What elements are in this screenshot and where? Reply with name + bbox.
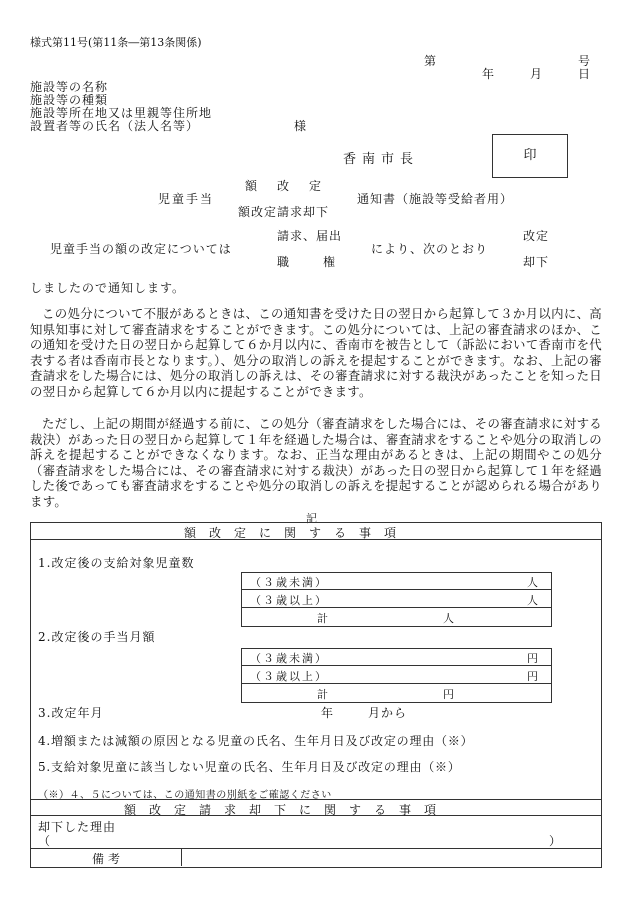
facility-name-label: 施設等の名称 [30,80,109,94]
intro-closing: しましたので通知します。 [30,281,186,295]
item1-under3-unit: 人 [527,576,538,589]
item1-label: 1.改定後の支給対象児童数 [38,556,195,570]
item2-over3-unit: 円 [527,670,538,683]
reason-paren-close: ） [549,834,562,848]
appeal-deadline-paragraph: ただし、上記の期間が経過する前に、この処分（審査請求をした場合には、その審査請求に対する裁決）があった日の翌日から起算して１年を経過した場合は、審査請求をすることや処分の取消しの訴えを提起することができなくなります。なお、正当な理由があるときは、上記の期間やこの処分（審査請求をした場合には、その審査請求に対する裁決）があった日の翌日から起算して１年を経過した後であっても審査請求をすることや処分の取消しの訴えを提起することが認められる場合があります。 [30,416,602,509]
doc-number-suffix: 号 [578,54,591,68]
intro-lead: 児童手当の額の改定については [50,242,232,256]
rejection-heading: 額改定請求却下に関する事項 [124,803,450,817]
item2-total-unit: 円 [443,688,454,701]
date-month: 月 [530,67,543,81]
intro-middle: により、次のとおり [371,242,489,256]
result-upper: 改定 [523,229,550,243]
form-number: 様式第11号(第11条―第13条関係) [30,36,202,49]
date-year: 年 [482,67,495,81]
issuer-name: 香南市長 [343,152,420,167]
method-lower: 職権 [277,255,370,269]
result-lower: 却下 [523,255,550,269]
item2-label: 2.改定後の手当月額 [38,630,156,644]
reason-paren-open: （ [38,834,51,848]
facility-address-label: 施設等所在地又は里親等住所地 [30,106,213,120]
date-day: 日 [578,67,591,81]
ki-marker: 記 [306,512,317,525]
item1-under3-label: （３歳未満） [250,576,328,589]
appeal-notice-paragraph: この処分について不服があるときは、この通知書を受けた日の翌日から起算して３か月以内に、高知県知事に対して審査請求をすることができます。この処分については、上記の審査請求のほか、この通知を受けた日の翌日から起算して６か月以内に、香南市を被告として（訴訟において香南市を代表する者は香南市長となります。）、処分の取消しの訴えを提起することができます。なお、上記の審査請求をした場合には、処分の取消しの訴えは、その審査請求に対する裁決があったことを知った日の翌日から起算して６か月以内に提起することができます。 [30,306,602,399]
item3-year: 年 [321,706,334,720]
title-upper: 額改定 [245,179,342,193]
item2-total-label: 計 [317,688,328,701]
item1-over3-unit: 人 [527,594,538,607]
item3-month: 月から [368,706,408,720]
method-upper: 請求、届出 [277,229,343,243]
appendix-note: （※）４、５については、この通知書の別紙をご確認ください [38,790,332,801]
seal-box [492,134,568,178]
item3-label: 3.改定年月 [38,706,104,720]
rejection-reason-label: 却下した理由 [38,820,117,834]
honorific: 様 [294,119,307,133]
seal-mark: 印 [523,148,537,163]
item4-label: 4.増額または減額の原因となる児童の氏名、生年月日及び改定の理由（※） [38,734,474,748]
item2-under3-label: （３歳未満） [250,652,328,665]
title-left: 児童手当 [158,192,215,206]
item1-total-label: 計 [317,612,328,625]
item2-over3-label: （３歳以上） [250,670,328,683]
doc-number-prefix: 第 [424,54,437,68]
founder-name-label: 設置者等の氏名（法人名等） [30,119,200,133]
facility-type-label: 施設等の種類 [30,93,109,107]
remarks-label: 備考 [92,852,125,866]
title-lower: 額改定請求却下 [238,205,330,219]
item5-label: 5.支給対象児童に該当しない児童の氏名、生年月日及び改定の理由（※） [38,760,461,774]
title-right: 通知書（施設等受給者用） [357,192,514,206]
item2-under3-unit: 円 [527,652,538,665]
item1-total-unit: 人 [443,612,454,625]
revision-heading: 額改定に関する事項 [184,526,410,540]
item1-over3-label: （３歳以上） [250,594,328,607]
